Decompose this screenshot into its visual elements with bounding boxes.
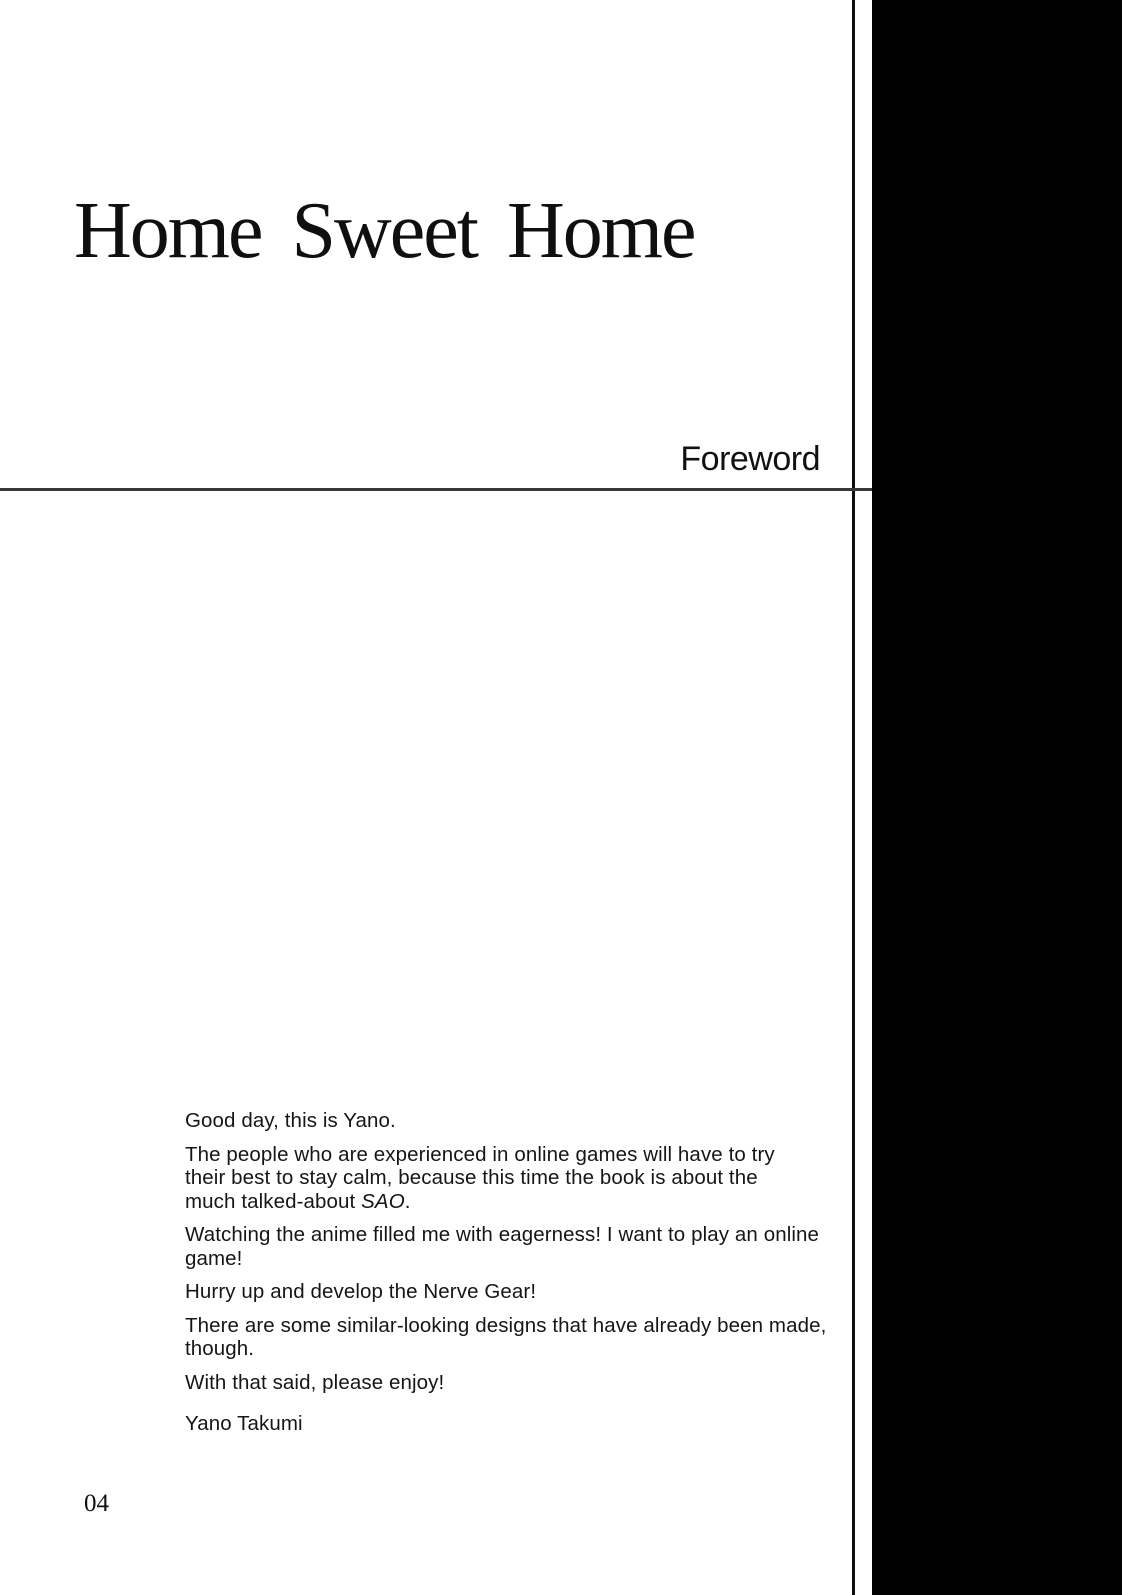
text-line: Watching the anime filled me with eagerness! I want to play an online [185,1223,820,1246]
foreword-paragraph [185,1371,885,1395]
text-line: Hurry up and develop the Nerve Gear! [185,1280,537,1303]
text-line: With that said, please enjoy! [185,1370,445,1394]
text-segment: much talked-about [185,1189,362,1213]
text-line: game! [185,1246,243,1270]
page-number: 04 [84,1490,109,1517]
header-divider-line [0,488,872,491]
emphasized-text-sao: SAO [361,1189,405,1213]
text-line: though. [185,1337,255,1360]
page-edge-black-band [872,0,1122,1595]
foreword-body-text [185,1109,885,1436]
text-line: their best to stay calm, because this time the book is about the [185,1166,758,1189]
foreword-paragraph [185,1223,885,1270]
section-heading-foreword: Foreword [680,440,820,478]
foreword-paragraph [185,1109,885,1133]
text-line: The people who are experienced in online games will have to try [185,1142,775,1166]
text-line: Good day, this is Yano. [185,1109,396,1132]
text-line [185,1190,885,1214]
foreword-paragraph [185,1143,885,1214]
page-title: Home Sweet Home [74,187,695,275]
text-segment: . [404,1189,411,1213]
foreword-paragraph [185,1280,885,1304]
author-signature: Yano Takumi [185,1412,303,1435]
foreword-paragraph [185,1314,885,1361]
text-line: There are some similar-looking designs that have already been made, [185,1313,827,1337]
